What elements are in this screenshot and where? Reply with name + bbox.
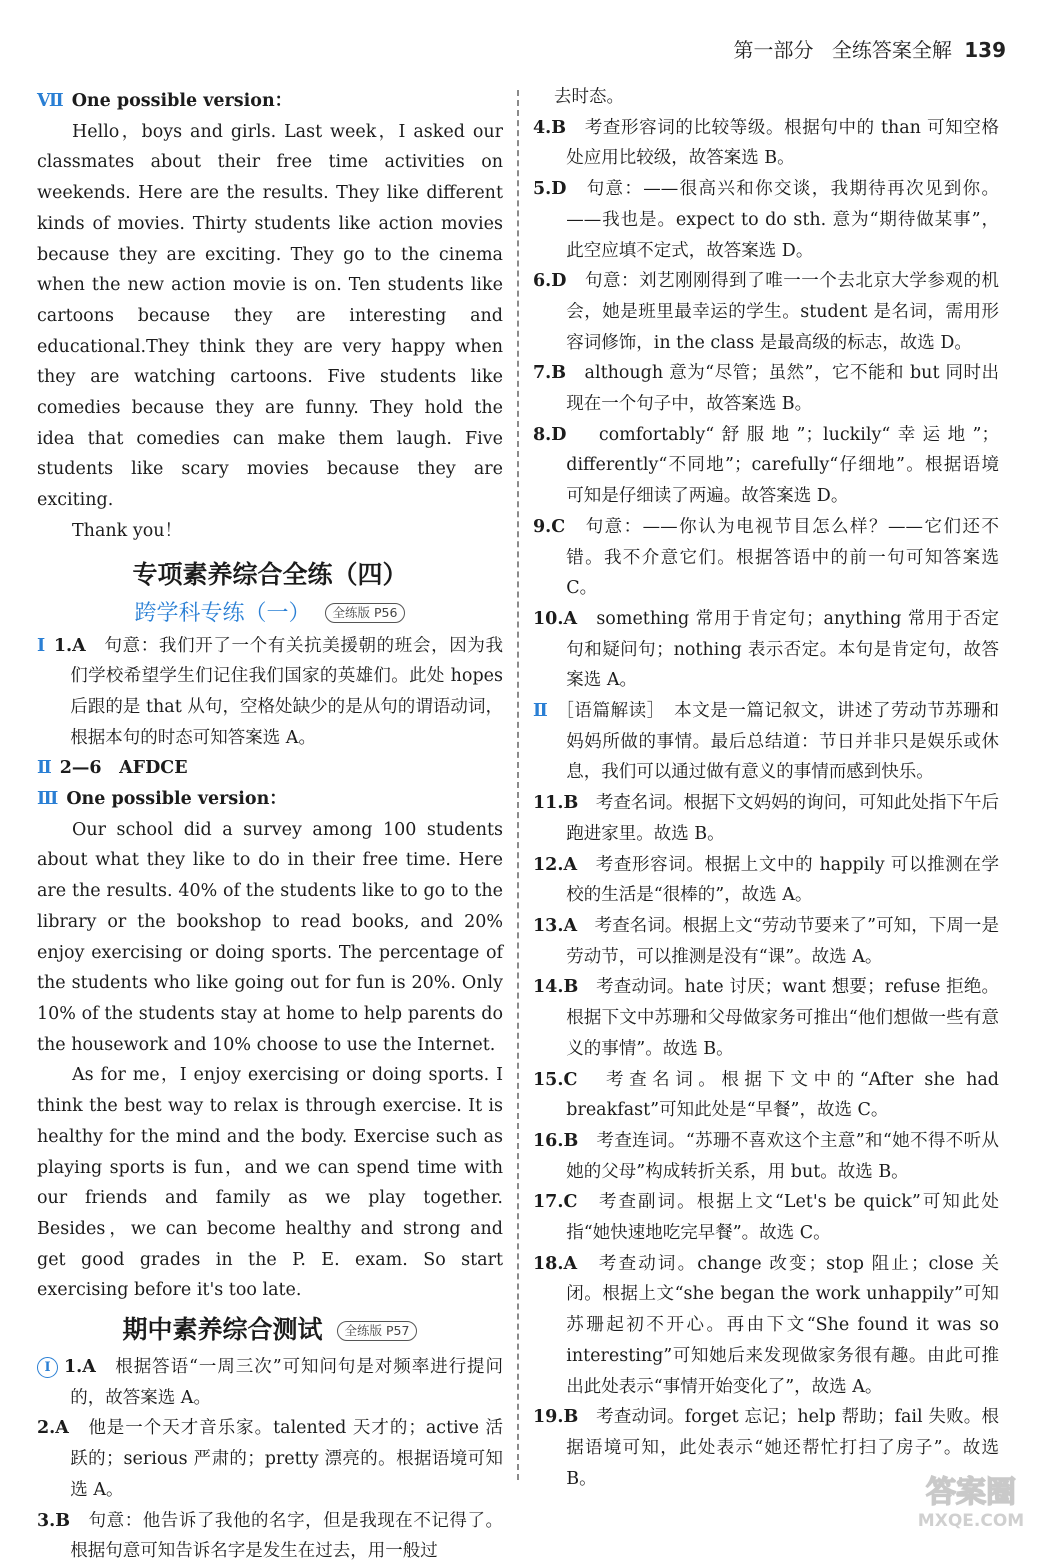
section-badge-icon: Ⅰ bbox=[37, 1357, 58, 1378]
answer-number: 15.C bbox=[533, 1069, 578, 1090]
header-section: 第一部分 bbox=[733, 38, 814, 62]
answer-number: 2.A bbox=[37, 1418, 69, 1439]
watermark-url: MXQE.COM bbox=[917, 1511, 1025, 1531]
vii-title: One possible version： bbox=[71, 91, 293, 111]
answer-text: although 意为“尽管；虽然”，它不能和 but 同时出现在一个句子中，故答案选 B。 bbox=[566, 363, 1000, 415]
answer-text: ［语篇解读］ 本文是一篇记叙文，讲述了劳动节苏珊和妈妈所做的事情。最后总结道：节日并非只是娱乐或休息，我们可以通过做有意义的事情而感到快乐。 bbox=[556, 701, 1000, 783]
continuation-text: 去时态。 bbox=[554, 87, 624, 107]
watermark-logo bbox=[896, 1466, 1046, 1532]
answer-number: 19.B bbox=[533, 1407, 579, 1428]
answer-number: 6.D bbox=[533, 271, 567, 292]
midterm-title bbox=[37, 1312, 503, 1348]
vii-paragraph-1: Hello，boys and girls. Last week，I asked our classmates about their free time activities on weekends. Here are the results. They like different kinds of movies. Thirty students like action movies because they are exciting. They go to the cinema when the new action movie is on. Ten students like cartoons because they are interesting and educational.They think they are very happy when they are watching cartoons. Five students like comedies because they are funny. They hold the idea that comedies can make them laugh. Five students like scary movies because they are exciting. bbox=[37, 121, 503, 511]
answer-text: 考查动词。change 改变；stop 阻止；close 关闭。根据上文“she began the work unhappily”可知苏珊起初不开心。再由下文“She found it was so interesting”可知她后来发现做家务很有趣。由此可推出此处表示“事情开始变化了”，故选 A。 bbox=[566, 1253, 1000, 1397]
passage-summary bbox=[533, 696, 999, 788]
answer-number: 1.A bbox=[53, 635, 86, 656]
answer-item bbox=[533, 604, 999, 696]
subsection-title-text: 跨学科专练（一） bbox=[134, 600, 311, 626]
answer-text: 考查名词。根据下文中的“After she had breakfast”可知此处是“早餐”，故选 C。 bbox=[566, 1069, 1000, 1121]
answer-text: something 常用于肯定句；anything 常用于否定句和疑问句；nothing 表示否定。本句是肯定句，故答案选 A。 bbox=[566, 608, 999, 691]
answer-number: 8.D bbox=[533, 424, 567, 445]
q3-title: One possible version： bbox=[66, 789, 287, 810]
answer-number: 16.B bbox=[533, 1130, 579, 1151]
answer-item bbox=[533, 850, 999, 911]
answer-item bbox=[533, 1065, 999, 1126]
subsection-title bbox=[37, 597, 503, 631]
section-title: 专项素养综合全练（四） bbox=[132, 559, 408, 589]
watermark-text: 答案圈 bbox=[926, 1475, 1016, 1510]
answer-text: 考查动词。forget 忘记；help 帮助；fail 失败。根据语境可知，此处表示“她还帮忙打扫了房子”。故选 B。 bbox=[566, 1407, 999, 1489]
roman-numeral: Ⅱ bbox=[37, 758, 52, 779]
answer-item bbox=[533, 788, 999, 849]
answer-text: 句意：我们开了一个有关抗美援朝的班会，因为我们学校希望学生们记住我们国家的英雄们。此处 hopes 后跟的是 that 从句，空格处缺少的是从句的谓语动词，根据本句的时态可知答案选 A。 bbox=[70, 635, 504, 748]
answer-list-1 bbox=[533, 113, 999, 696]
answer-text: 他是一个天才音乐家。talented 天才的；active 活跃的；serious 严肃的；pretty 漂亮的。根据语境可知选 A。 bbox=[70, 1418, 504, 1500]
answer-number: 13.A bbox=[533, 915, 578, 936]
roman-numeral: Ⅶ bbox=[37, 91, 64, 111]
page-ref-tag: 全练版 P57 bbox=[337, 1321, 418, 1341]
answer-item bbox=[533, 1187, 999, 1248]
roman-numeral: Ⅲ bbox=[37, 789, 59, 810]
answer-item bbox=[533, 266, 999, 358]
q3-heading bbox=[37, 784, 503, 815]
answer-text: 考查名词。根据下文妈妈的询问，可知此处指下午后跑进家里。故选 B。 bbox=[566, 793, 999, 844]
answer-text: 根据答语“一周三次”可知问句是对频率进行提问的，故答案选 A。 bbox=[70, 1357, 503, 1408]
answer-number: 3.B bbox=[37, 1510, 71, 1531]
answer-number: 11.B bbox=[533, 793, 579, 814]
answer-text: 句意：他告诉了我他的名字，但是我现在不记得了。根据句意可知告诉名字是发生在过去，用一般过 bbox=[70, 1510, 503, 1562]
answer-number: 1.A bbox=[64, 1357, 96, 1378]
answer-number: 12.A bbox=[533, 854, 578, 875]
answer-item bbox=[533, 512, 999, 604]
answer-text: 句意：刘艺刚刚得到了唯一一个去北京大学参观的机会，她是班里最幸运的学生。student 是名词，需用形容词修饰，in the class 是最高级的标志，故选 D。 bbox=[566, 271, 999, 353]
m3-answer bbox=[37, 1506, 503, 1567]
answer-text: 考查副词。根据上文“Let's be quick”可知此处指“她快速地吃完早餐”。故选 C。 bbox=[566, 1192, 999, 1244]
answer-number: 18.A bbox=[533, 1253, 578, 1274]
vii-heading bbox=[37, 86, 503, 117]
right-column bbox=[533, 82, 999, 1494]
answer-text: 句意：——很高兴和你交谈，我期待再次见到你。——我也是。expect to do sth. 意为“期待做某事”，此空应填不定式，故答案选 D。 bbox=[566, 179, 1000, 261]
answer-number: 9.C bbox=[533, 516, 566, 537]
answer-number: 5.D bbox=[533, 179, 567, 200]
q3-paragraph-2: As for me，I enjoy exercising or doing sports. I think the best way to relax is through exercise. It is healthy for the mind and the body. Exercise such as playing sports is fun，and we can spend time with our friends and family as we play together. Besides，we can become healthy and strong and get good grades in the P. E. exam. So start exercising before it's too late. bbox=[37, 1065, 503, 1301]
answer-item bbox=[533, 420, 999, 512]
q3-paragraph-1: Our school did a survey among 100 students about what they like to do in their free time. Here are the results. 40% of the students like to go to the library or the bookshop to read books, and 20% enjoy exercising or doing sports. The percentage of the students who like going out for fun is 20%. Only 10% of the students stay at home to help parents do the housework and 10% choose to use the Internet. bbox=[37, 819, 503, 1055]
roman-numeral: Ⅱ bbox=[533, 701, 549, 722]
answer-item bbox=[533, 1249, 999, 1403]
answer-number: 14.B bbox=[533, 977, 579, 998]
answer-text: 考查连词。“苏珊不喜欢这个主意”和“她不得不听从她的父母”构成转折关系，用 but。故选 B。 bbox=[566, 1130, 1000, 1182]
answer-list-2 bbox=[533, 788, 999, 1494]
answer-item bbox=[533, 174, 999, 266]
answer-item bbox=[533, 113, 999, 174]
answer-text: 考查动词。hate 讨厌；want 想要；refuse 拒绝。根据下文中苏珊和父母做家务可推出“他们想做一些有意义的事情”。故选 B。 bbox=[566, 977, 999, 1059]
page-header bbox=[734, 34, 1006, 63]
answer-text: 考查形容词。根据上文中的 happily 可以推测在学校的生活是“很棒的”，故选 A。 bbox=[566, 854, 999, 906]
left-column bbox=[37, 86, 503, 1567]
q1-answer bbox=[37, 631, 503, 754]
vii-paragraph-2: Thank you！ bbox=[72, 520, 183, 541]
answer-item bbox=[533, 911, 999, 972]
answer-item bbox=[533, 358, 999, 419]
answer-text: 句意：——你认为电视节目怎么样？——它们还不错。我不介意它们。根据答语中的前一句可知答案选 C。 bbox=[566, 516, 1000, 599]
answer-number: 10.A bbox=[533, 608, 578, 629]
q2-answer bbox=[37, 753, 503, 784]
answer-text: comfortably“舒服地”；luckily“幸运地”；differently“不同地”；carefully“仔细地”。根据语境可知是仔细读了两遍。故答案选 D。 bbox=[566, 424, 999, 507]
m2-answer bbox=[37, 1413, 503, 1505]
roman-numeral: Ⅰ bbox=[37, 635, 46, 656]
midterm-title-text: 期中素养综合测试 bbox=[122, 1315, 323, 1345]
page-ref-tag: 全练版 P56 bbox=[325, 603, 406, 623]
answer-number: 7.B bbox=[533, 363, 567, 384]
m1-answer bbox=[37, 1352, 503, 1413]
answer-number: 4.B bbox=[533, 117, 567, 138]
answer-text: 考查形容词的比较等级。根据句中的 than 可知空格处应用比较级，故答案选 B。 bbox=[566, 117, 999, 169]
page-number: 139 bbox=[964, 38, 1006, 62]
answer-item bbox=[533, 1126, 999, 1187]
answer-number: 17.C bbox=[533, 1192, 578, 1213]
column-divider bbox=[517, 90, 519, 1480]
answer-item bbox=[533, 972, 999, 1064]
answer-text: 考查名词。根据上文“劳动节要来了”可知，下周一是劳动节，可以推测是没有“课”。故选 A。 bbox=[566, 915, 999, 967]
header-book: 全练答案全解 bbox=[831, 38, 952, 62]
answer-text: 2—6 AFDCE bbox=[59, 758, 188, 779]
